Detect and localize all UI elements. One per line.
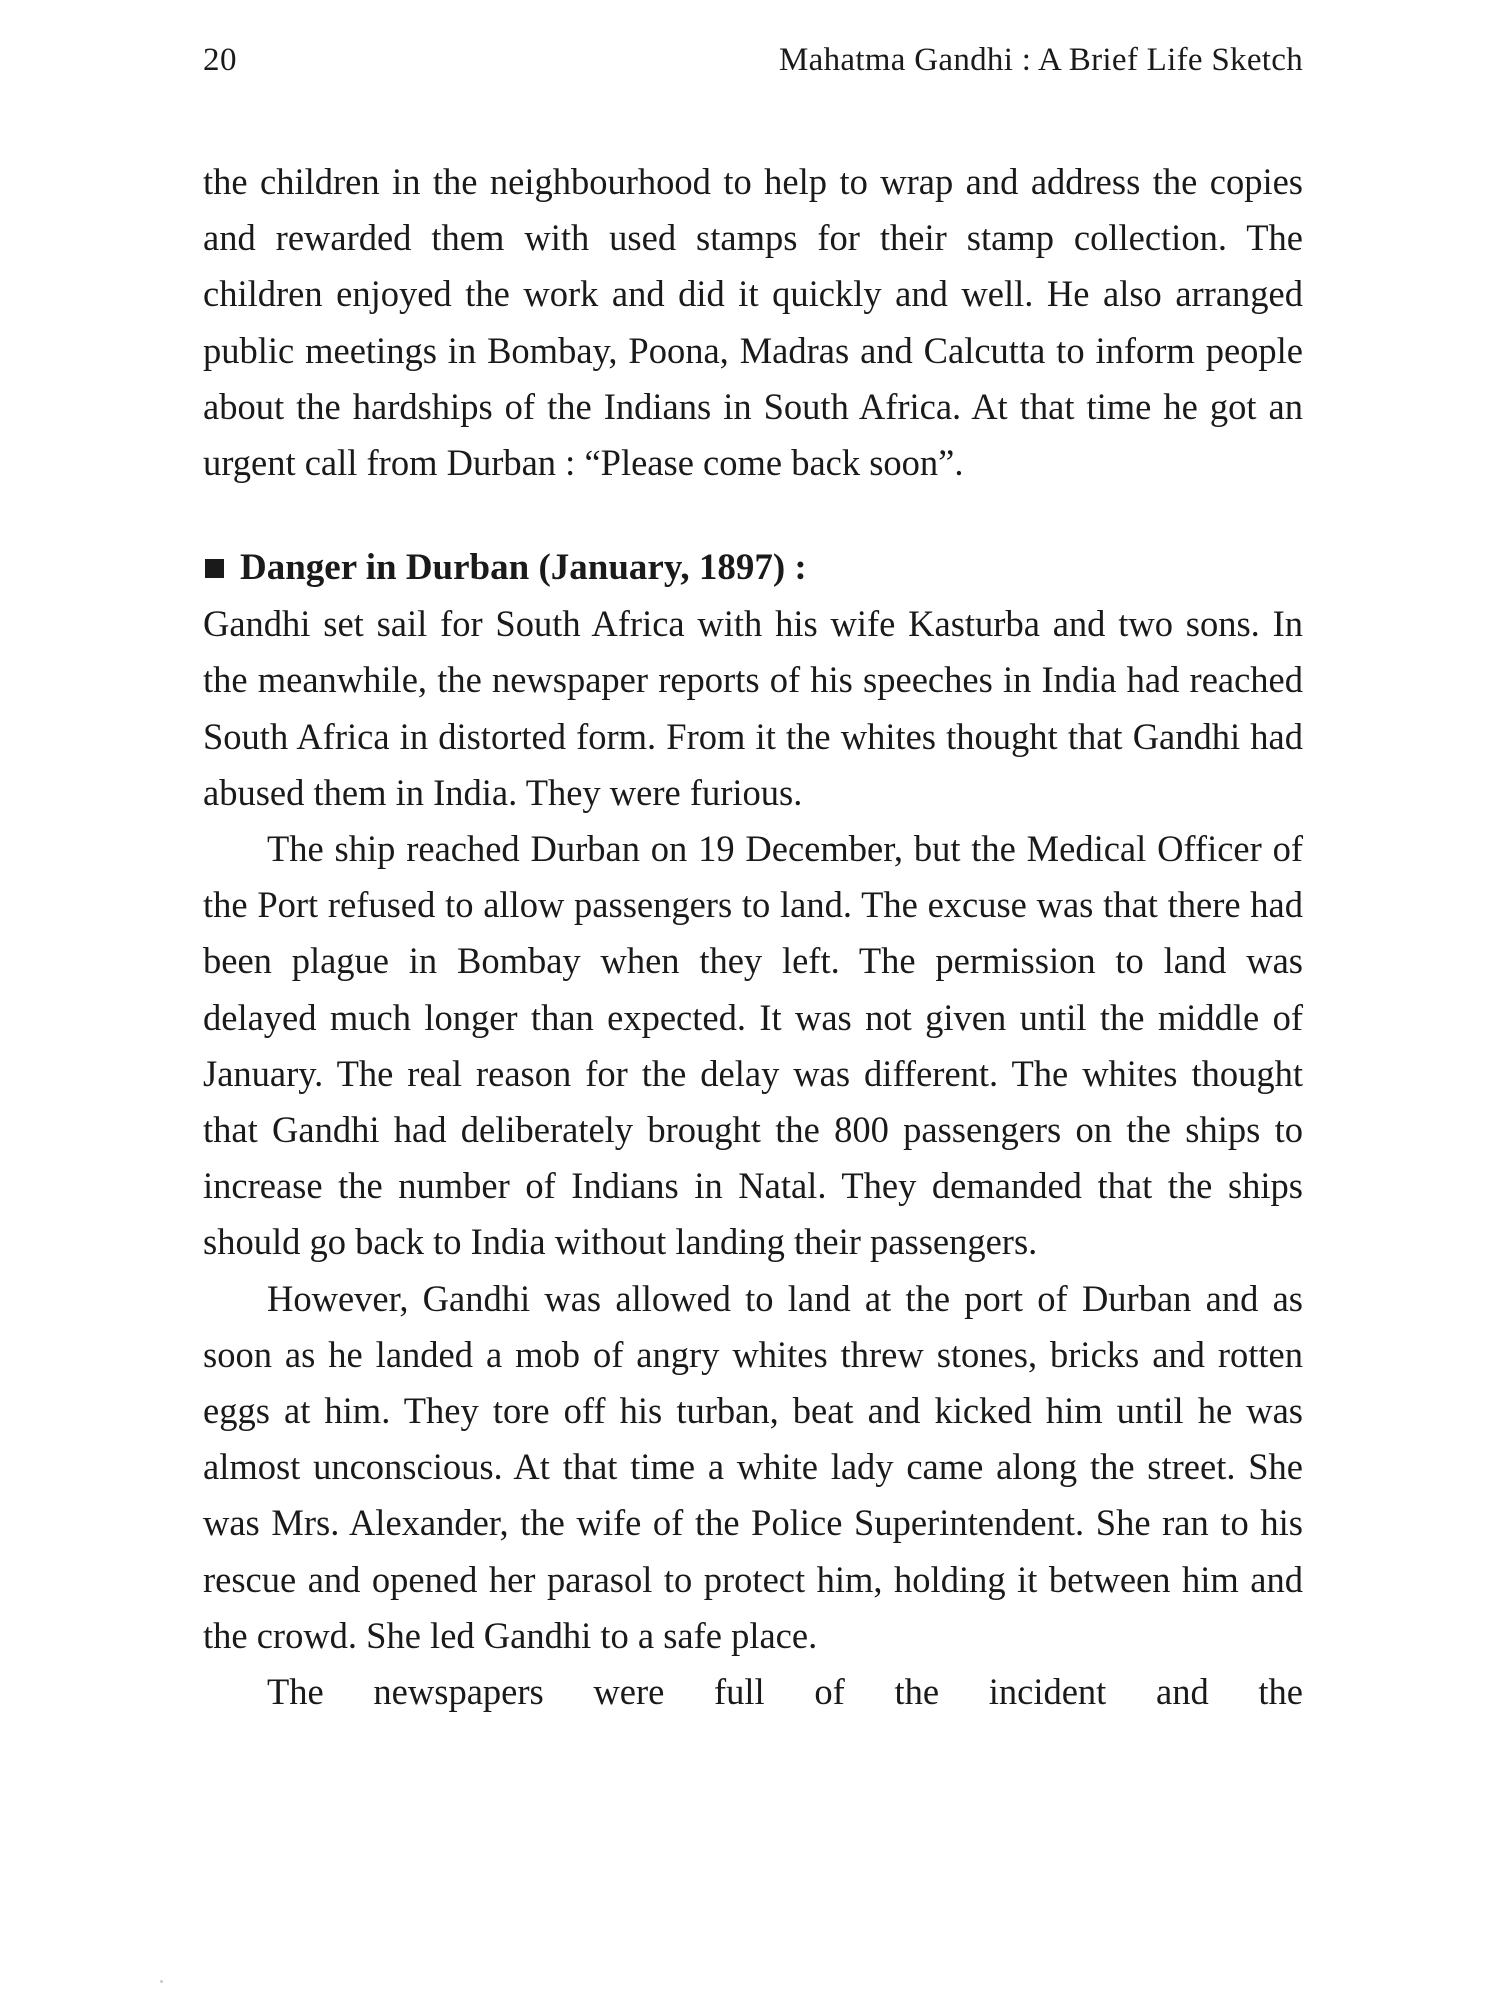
paragraph: However, Gandhi was allowed to land at the port of Durban and as soon as he landed a mob of angry whites threw stones, bricks and rotten eggs at him. They tore off his turban, beat and kicked him until he was almost unconscious. At that time a white lady came along the street. She was Mrs. Alexander, the wife of the Police Superintendent. She ran to his rescue and opened her parasol to protect him, holding it between him and the crowd. She led Gandhi to a safe place. — [203, 1277, 1303, 1656]
paragraph-continues-next-page: The newspapers were full of the incident and the — [267, 1671, 1303, 1713]
section-heading — [203, 540, 1303, 596]
running-header — [203, 34, 1303, 86]
body-text — [203, 154, 1303, 1720]
scan-speck — [160, 1980, 163, 1983]
paragraph: Gandhi set sail for South Africa with his wife Kasturba and two sons. In the meanwhile, the newspaper reports of his speeches in India had reached South Africa in distorted form. From it the whites thought that Gandhi had abused them in India. They were furious. — [203, 603, 1303, 813]
section-heading-text: Danger in Durban (January, 1897) : — [240, 547, 807, 589]
square-bullet-icon — [205, 559, 224, 578]
paragraph: The ship reached Durban on 19 December, but the Medical Officer of the Port refused to allow passengers to land. The excuse was that there had been plague in Bombay when they left. The permission to land was delayed much longer than expected. It was not given until the middle of January. The real reason for the delay was different. The whites thought that Gandhi had deliberately brought the 800 passengers on the ships to increase the number of Indians in Natal. They demanded that the ships should go back to India without landing their passengers. — [203, 828, 1303, 1263]
page-number: 20 — [203, 42, 237, 78]
book-page — [203, 34, 1303, 1720]
paragraph-continued: the children in the neighbourhood to help to wrap and address the copies and rewarded them with used stamps for their stamp collection. The children enjoyed the work and did it quickly and well. He also arranged public meetings in Bombay, Poona, Madras and Calcutta to inform people about the hardships of the Indians in South Africa. At that time he got an urgent call from Durban : “Please come back soon”. — [203, 161, 1303, 484]
running-title: Mahatma Gandhi : A Brief Life Sketch — [778, 42, 1303, 78]
